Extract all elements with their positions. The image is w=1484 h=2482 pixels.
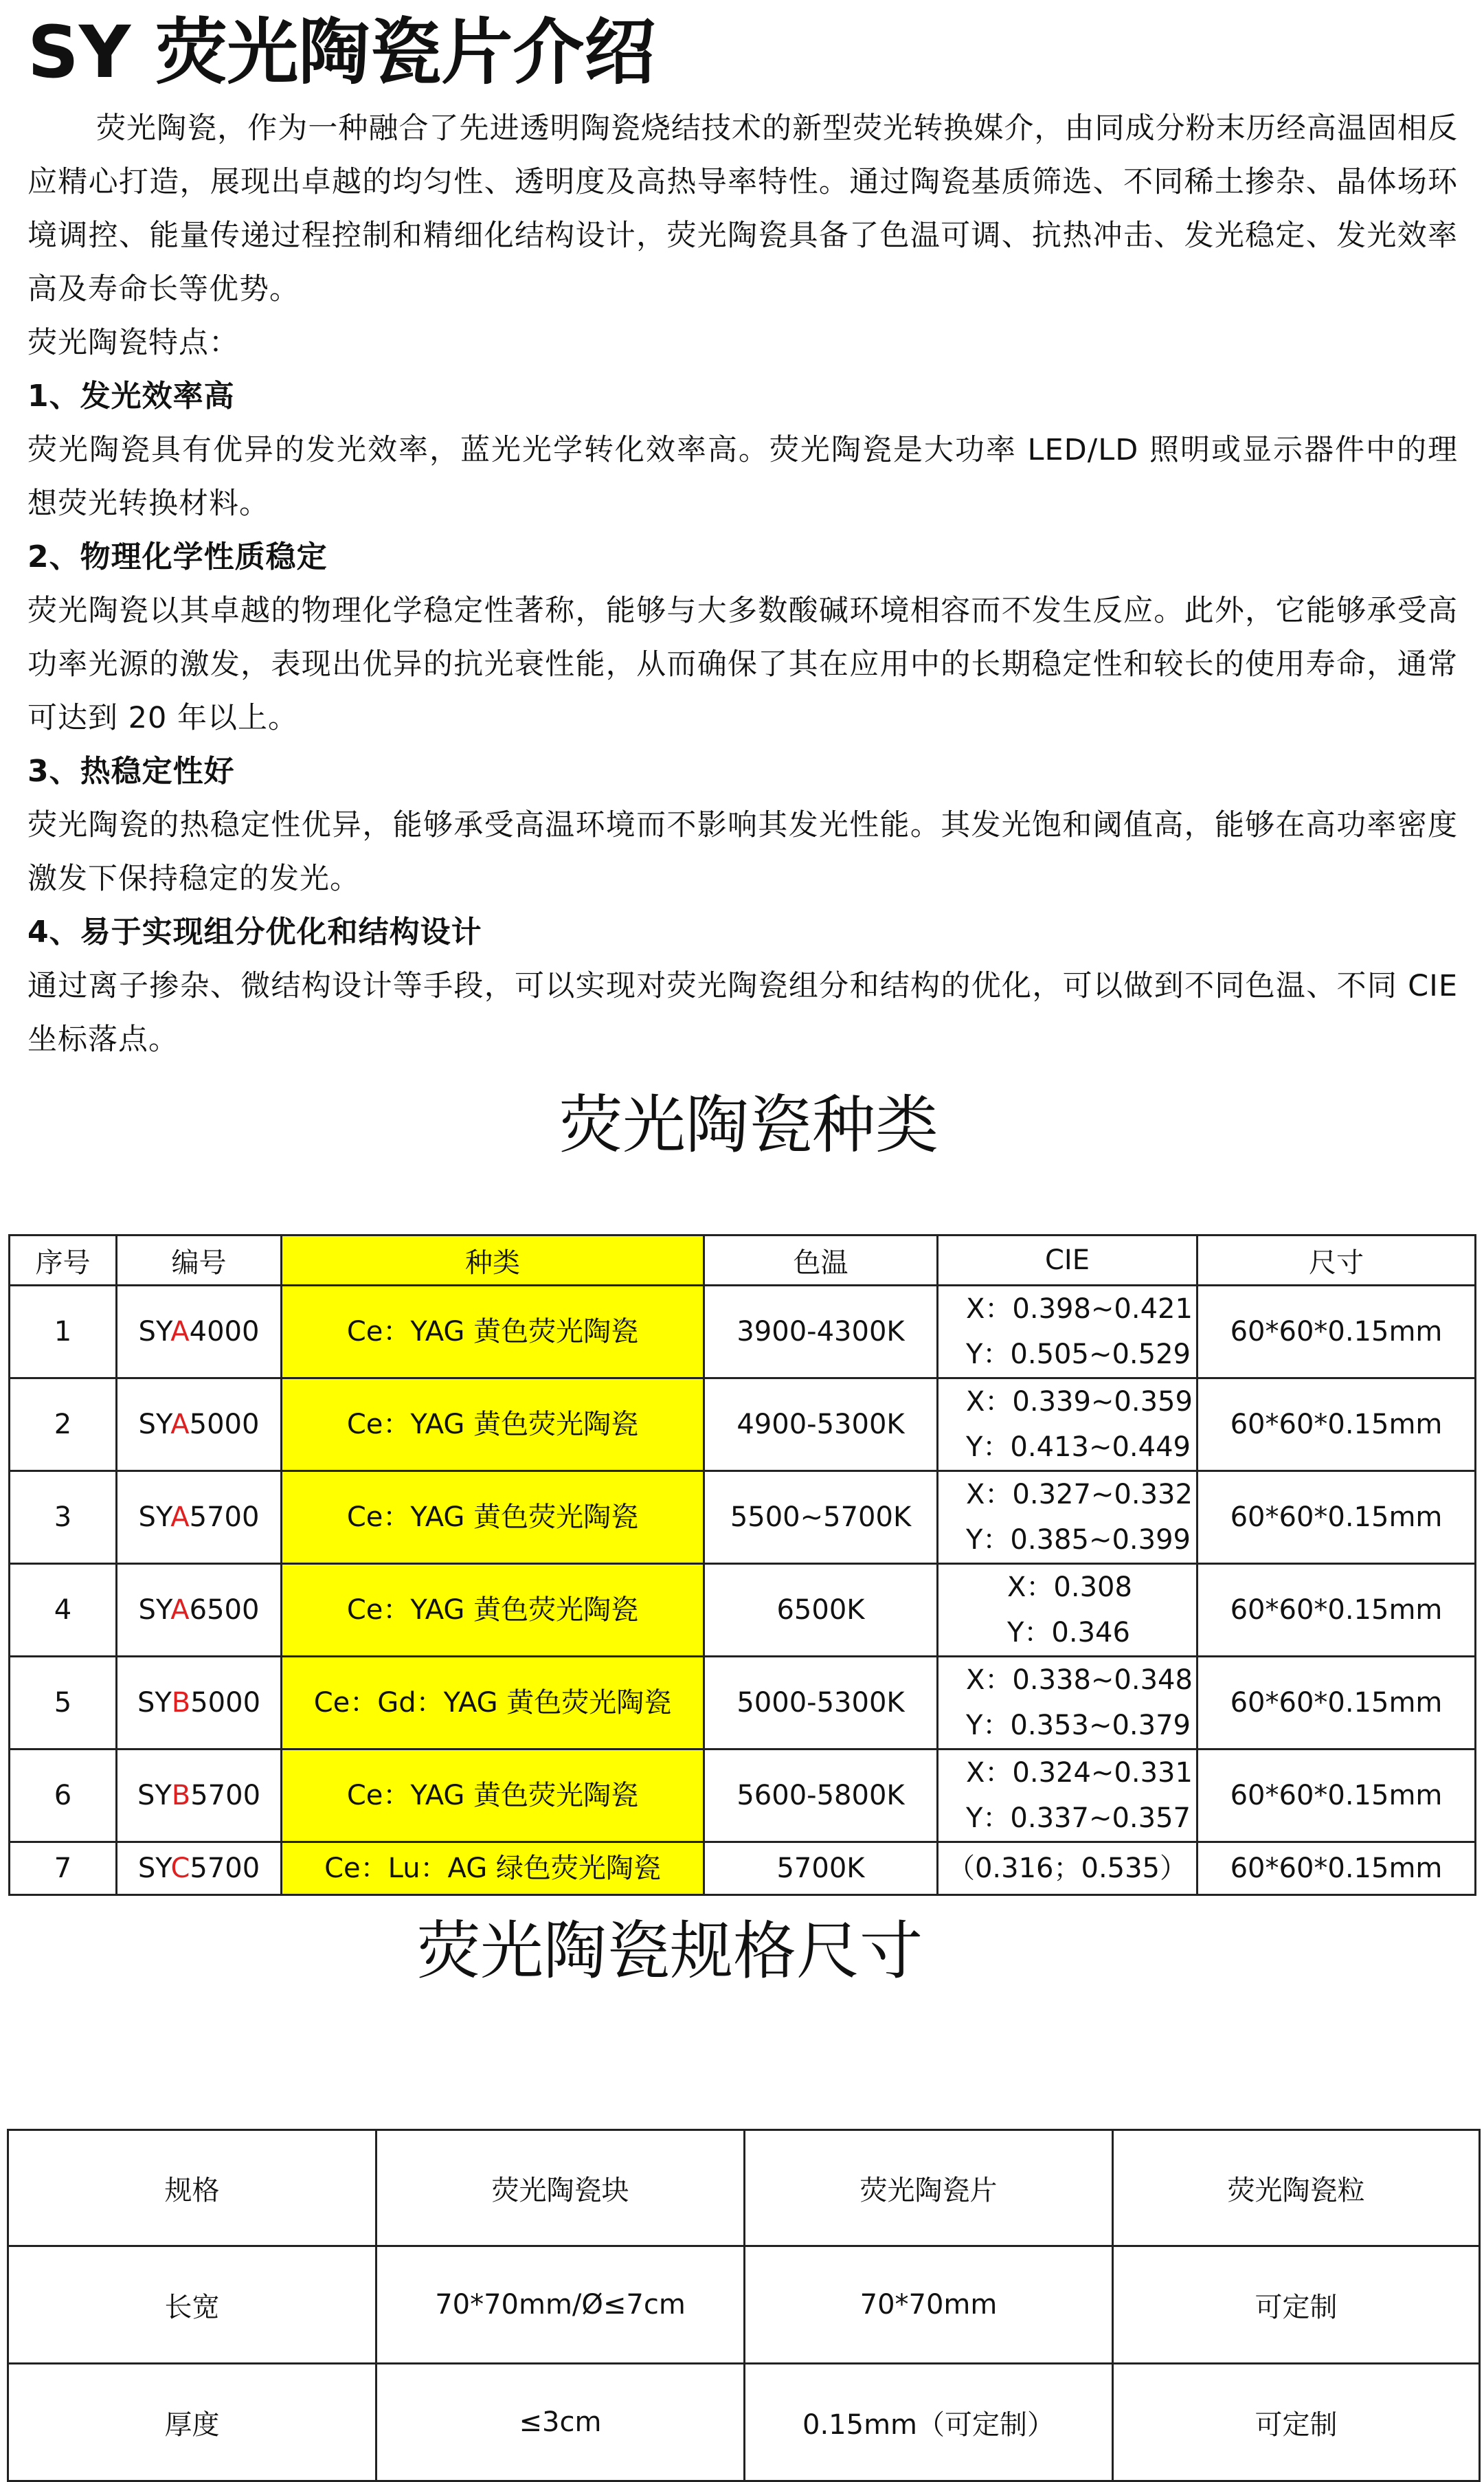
- cie-coordinates: X：0.338~0.348 Y：0.353~0.379: [938, 1657, 1198, 1749]
- color-temperature: 5000-5300K: [704, 1657, 938, 1749]
- spec-value: ≤3cm: [376, 2364, 745, 2481]
- cie-coordinates: X：0.339~0.359 Y：0.413~0.449: [938, 1378, 1198, 1471]
- table-row: [10, 1842, 1476, 1895]
- cie-coordinates: X：0.327~0.332 Y：0.385~0.399: [938, 1471, 1198, 1564]
- product-type: Ce：YAG 黄色荧光陶瓷: [282, 1564, 704, 1657]
- row-number: 1: [10, 1286, 117, 1378]
- color-temperature: 4900-5300K: [704, 1378, 938, 1471]
- table-row: [10, 1378, 1476, 1471]
- feature-heading: 3、热稳定性好: [27, 754, 235, 789]
- spec-label: 厚度: [8, 2364, 376, 2481]
- spec-value: 70*70mm: [745, 2246, 1113, 2364]
- color-temperature: 5500~5700K: [704, 1471, 938, 1564]
- column-header: 编号: [117, 1236, 282, 1286]
- color-temperature: 6500K: [704, 1564, 938, 1657]
- feature-text: 荧光陶瓷以其卓越的物理化学稳定性著称，能够与大多数酸碱环境相容而不发生反应。此外，它能够承受高功率光源的激发，表现出优异的抗光衰性能，从而确保了其在应用中的长期稳定性和较长的使用寿命，通常可达到 20 年以上。: [27, 594, 1458, 735]
- spec-table: [7, 2129, 1481, 2482]
- row-number: 4: [10, 1564, 117, 1657]
- cie-coordinates: X：0.398~0.421 Y：0.505~0.529: [938, 1286, 1198, 1378]
- table-row: [10, 1564, 1476, 1657]
- column-header: 荧光陶瓷块: [376, 2130, 745, 2246]
- types-section-title: 荧光陶瓷种类: [559, 1088, 938, 1162]
- table-row: [10, 1286, 1476, 1378]
- product-code: SYB5000: [117, 1657, 282, 1749]
- spec-value: 可定制: [1113, 2364, 1480, 2481]
- feature-heading: 4、易于实现组分优化和结构设计: [27, 915, 482, 950]
- product-type: Ce：YAG 黄色荧光陶瓷: [282, 1471, 704, 1564]
- product-type: Ce：YAG 黄色荧光陶瓷: [282, 1749, 704, 1842]
- feature-text: 荧光陶瓷具有优异的发光效率，蓝光光学转化效率高。荧光陶瓷是大功率 LED/LD 照明或显示器件中的理想荧光转换材料。: [27, 433, 1458, 521]
- column-header: CIE: [938, 1236, 1198, 1286]
- column-header: 荧光陶瓷片: [745, 2130, 1113, 2246]
- table-row: [8, 2246, 1480, 2364]
- row-number: 7: [10, 1842, 117, 1895]
- column-header: 种类: [282, 1236, 704, 1286]
- size: 60*60*0.15mm: [1198, 1471, 1476, 1564]
- size: 60*60*0.15mm: [1198, 1657, 1476, 1749]
- cie-coordinates: X：0.324~0.331 Y：0.337~0.357: [938, 1749, 1198, 1842]
- product-code: SYA6500: [117, 1564, 282, 1657]
- color-temperature: 3900-4300K: [704, 1286, 938, 1378]
- cie-coordinates: （0.316；0.535）: [938, 1842, 1198, 1895]
- size: 60*60*0.15mm: [1198, 1286, 1476, 1378]
- product-code: SYB5700: [117, 1749, 282, 1842]
- types-table: [8, 1234, 1476, 1896]
- spec-value: 70*70mm/Ø≤7cm: [376, 2246, 745, 2364]
- column-header: 尺寸: [1198, 1236, 1476, 1286]
- column-header: 色温: [704, 1236, 938, 1286]
- table-row: [10, 1657, 1476, 1749]
- spec-value: 可定制: [1113, 2246, 1480, 2364]
- row-number: 2: [10, 1378, 117, 1471]
- spec-section-title: 荧光陶瓷规格尺寸: [416, 1914, 923, 1988]
- table-row: [8, 2364, 1480, 2481]
- cie-coordinates: X：0.308 Y：0.346: [938, 1564, 1198, 1657]
- product-type: Ce：YAG 黄色荧光陶瓷: [282, 1378, 704, 1471]
- color-temperature: 5600-5800K: [704, 1749, 938, 1842]
- row-number: 6: [10, 1749, 117, 1842]
- size: 60*60*0.15mm: [1198, 1564, 1476, 1657]
- product-code: SYA5700: [117, 1471, 282, 1564]
- product-type: Ce：YAG 黄色荧光陶瓷: [282, 1286, 704, 1378]
- product-type: Ce：Lu：AG 绿色荧光陶瓷: [282, 1842, 704, 1895]
- column-header: 荧光陶瓷粒: [1113, 2130, 1480, 2246]
- table-row: [10, 1749, 1476, 1842]
- feature-text: 荧光陶瓷的热稳定性优异，能够承受高温环境而不影响其发光性能。其发光饱和阈值高，能够在高功率密度激发下保持稳定的发光。: [27, 808, 1458, 896]
- row-number: 5: [10, 1657, 117, 1749]
- product-code: SYA5000: [117, 1378, 282, 1471]
- intro-section: [27, 102, 1458, 1066]
- color-temperature: 5700K: [704, 1842, 938, 1895]
- size: 60*60*0.15mm: [1198, 1749, 1476, 1842]
- spec-value: 0.15mm（可定制）: [745, 2364, 1113, 2481]
- table-header-row: [10, 1236, 1476, 1286]
- product-code: SYA4000: [117, 1286, 282, 1378]
- size: 60*60*0.15mm: [1198, 1842, 1476, 1895]
- table-row: [10, 1471, 1476, 1564]
- spec-label: 长宽: [8, 2246, 376, 2364]
- column-header: 序号: [10, 1236, 117, 1286]
- size: 60*60*0.15mm: [1198, 1378, 1476, 1471]
- page-title: SY 荧光陶瓷片介绍: [27, 10, 656, 94]
- column-header: 规格: [8, 2130, 376, 2246]
- feature-heading: 2、物理化学性质稳定: [27, 539, 328, 574]
- product-type: Ce：Gd：YAG 黄色荧光陶瓷: [282, 1657, 704, 1749]
- intro-paragraph: 荧光陶瓷，作为一种融合了先进透明陶瓷烧结技术的新型荧光转换媒介，由同成分粉末历经高温固相反应精心打造，展现出卓越的均匀性、透明度及高热导率特性。通过陶瓷基质筛选、不同稀土掺杂、晶体场环境调控、能量传递过程控制和精细化结构设计，荧光陶瓷具备了色温可调、抗热冲击、发光稳定、发光效率高及寿命长等优势。: [27, 111, 1458, 306]
- features-label: 荧光陶瓷特点：: [27, 326, 239, 360]
- feature-text: 通过离子掺杂、微结构设计等手段，可以实现对荧光陶瓷组分和结构的优化，可以做到不同色温、不同 CIE 坐标落点。: [27, 969, 1458, 1057]
- feature-heading: 1、发光效率高: [27, 379, 235, 414]
- row-number: 3: [10, 1471, 117, 1564]
- table-header-row: [8, 2130, 1480, 2246]
- product-code: SYC5700: [117, 1842, 282, 1895]
